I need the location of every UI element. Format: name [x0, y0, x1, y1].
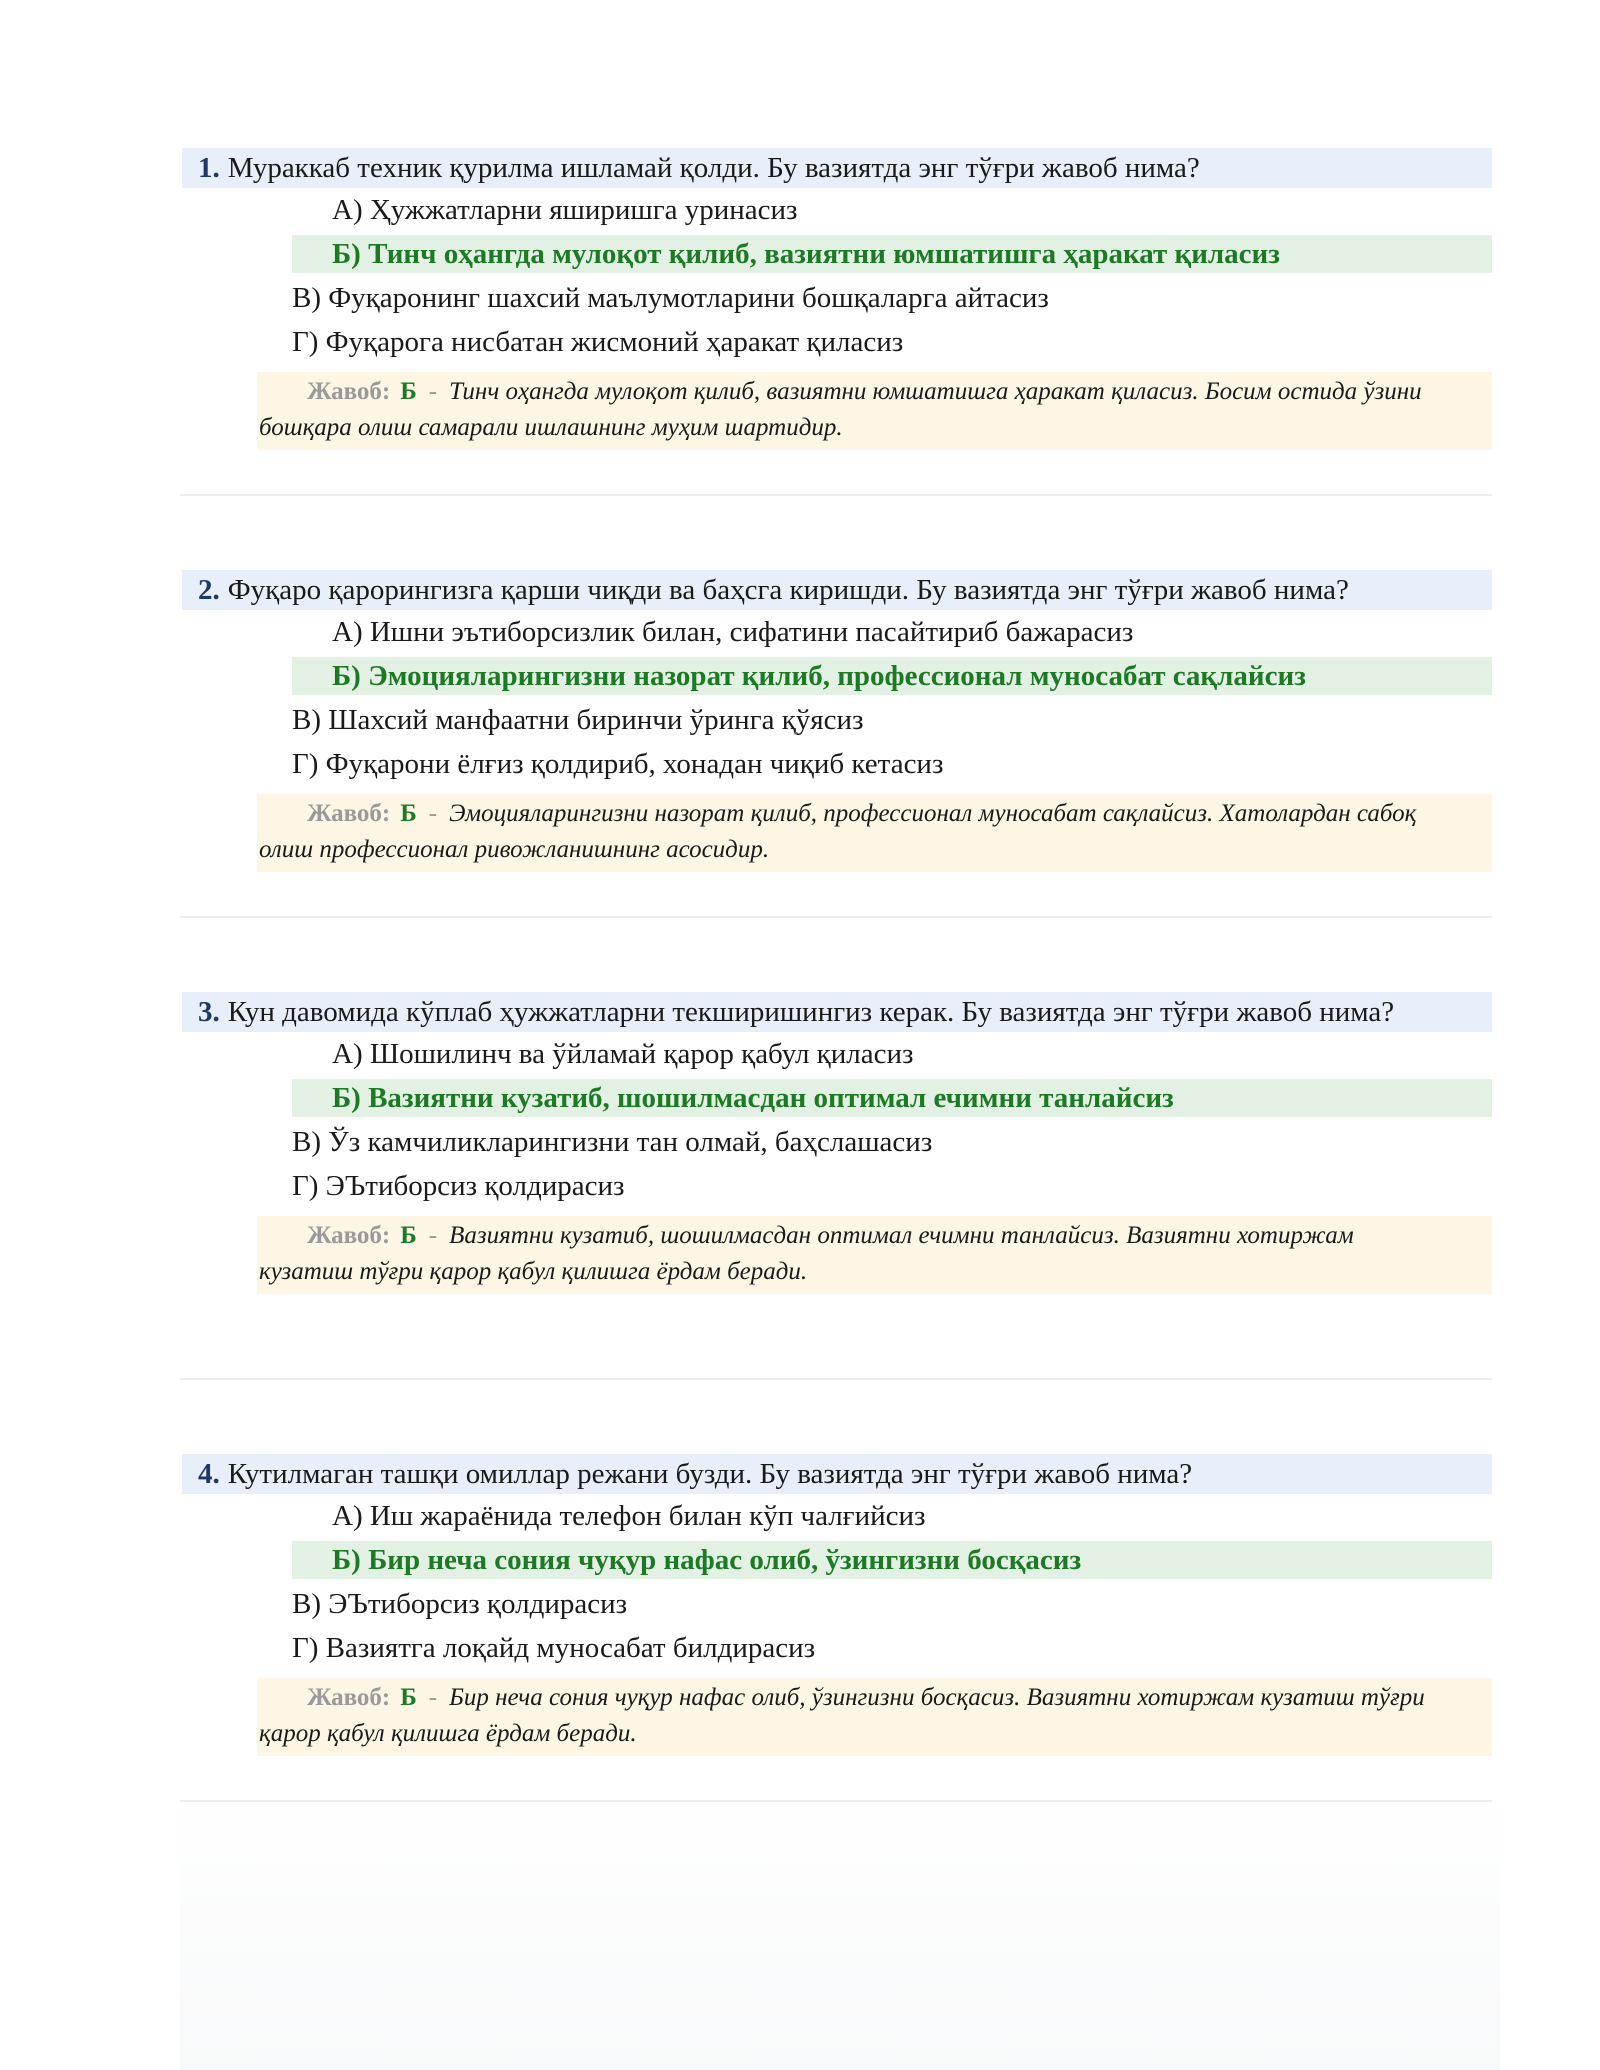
- answer-letter: Б: [400, 378, 417, 405]
- question-number: 3.: [198, 996, 220, 1028]
- answer-explanation: Бир неча сония чуқур нафас олиб, ўзингизни босқасиз. Вазиятни хотиржам кузатиш тўғри қарор қабул қилишга ёрдам беради.: [259, 1684, 1425, 1747]
- answer-dash: -: [428, 1222, 438, 1249]
- option-b-correct: Б) Бир неча сония чуқур нафас олиб, ўзингизни босқасиз: [292, 1541, 1492, 1579]
- answer-box: [257, 1216, 1492, 1294]
- answer-box: [257, 794, 1492, 872]
- answer-box: [257, 372, 1492, 450]
- answer-box: [257, 1678, 1492, 1756]
- answer-label: Жавоб:: [307, 1222, 391, 1249]
- answer-label: Жавоб:: [307, 800, 391, 827]
- option-v: В) Шахсий манфаатни биринчи ўринга қўясиз: [292, 704, 864, 736]
- divider: [180, 916, 1492, 918]
- answer-explanation: Вазиятни кузатиб, шошилмасдан оптимал ечимни танлайсиз. Вазиятни хотиржам кузатиш тўғри қарор қабул қилишга ёрдам беради.: [259, 1222, 1354, 1285]
- answer-letter: Б: [400, 1222, 417, 1249]
- answer-explanation: Тинч оҳангда мулоқот қилиб, вазиятни юмшатишга ҳаракат қиласиз. Босим остида ўзини бошқара олиш самарали ишлашнинг муҳим шартидир.: [259, 378, 1422, 441]
- answer-label: Жавоб:: [307, 1684, 391, 1711]
- question-header: [182, 570, 1492, 610]
- question-text: Фуқаро қарорингизга қарши чиқди ва баҳсга киришди. Бу вазиятда энг тўғри жавоб нима?: [227, 574, 1349, 606]
- option-a: А) Ишни эътиборсизлик билан, сифатини пасайтириб бажарасиз: [332, 616, 1134, 648]
- option-b-correct: Б) Вазиятни кузатиб, шошилмасдан оптимал ечимни танлайсиз: [292, 1079, 1492, 1117]
- option-a: А) Шошилинч ва ўйламай қарор қабул қиласиз: [332, 1038, 914, 1070]
- page-bottom-fade: [180, 1790, 1500, 2070]
- question-3: [182, 992, 1492, 1294]
- question-number: 1.: [198, 152, 220, 184]
- question-number: 4.: [198, 1458, 220, 1490]
- option-b-correct: Б) Эмоцияларингизни назорат қилиб, профессионал муносабат сақлайсиз: [292, 657, 1492, 695]
- question-header: [182, 148, 1492, 188]
- answer-dash: -: [428, 378, 438, 405]
- question-text: Мураккаб техник қурилма ишламай қолди. Бу вазиятда энг тўғри жавоб нима?: [227, 152, 1200, 184]
- question-header: [182, 1454, 1492, 1494]
- question-number: 2.: [198, 574, 220, 606]
- option-v: В) Ўз камчиликларингизни тан олмай, баҳслашасиз: [292, 1126, 933, 1158]
- answer-label: Жавоб:: [307, 378, 391, 405]
- question-text: Кун давомида кўплаб ҳужжатларни текширишингиз керак. Бу вазиятда энг тўғри жавоб нима?: [227, 996, 1395, 1028]
- option-a: А) Иш жараёнида телефон билан кўп чалғийсиз: [332, 1500, 926, 1532]
- divider: [180, 1800, 1492, 1802]
- option-g: Г) Фуқарога нисбатан жисмоний ҳаракат қиласиз: [292, 326, 904, 358]
- answer-explanation: Эмоцияларингизни назорат қилиб, профессионал муносабат сақлайсиз. Хатолардан сабоқ олиш профессионал ривожланишнинг асосидир.: [259, 800, 1417, 863]
- option-g: Г) ЭЪтиборсиз қолдирасиз: [292, 1170, 625, 1202]
- answer-dash: -: [428, 1684, 438, 1711]
- divider: [180, 494, 1492, 496]
- question-header: [182, 992, 1492, 1032]
- option-g: Г) Фуқарони ёлғиз қолдириб, хонадан чиқиб кетасиз: [292, 748, 944, 780]
- answer-letter: Б: [400, 800, 417, 827]
- question-text: Кутилмаган ташқи омиллар режани бузди. Бу вазиятда энг тўғри жавоб нима?: [227, 1458, 1193, 1490]
- answer-letter: Б: [400, 1684, 417, 1711]
- option-b-correct: Б) Тинч оҳангда мулоқот қилиб, вазиятни юмшатишга ҳаракат қиласиз: [292, 235, 1492, 273]
- option-v: В) Фуқаронинг шахсий маълумотларини бошқаларга айтасиз: [292, 282, 1049, 314]
- answer-dash: -: [428, 800, 438, 827]
- question-2: [182, 570, 1492, 872]
- divider: [180, 1378, 1492, 1380]
- question-1: [182, 148, 1492, 450]
- question-4: [182, 1454, 1492, 1756]
- option-a: А) Ҳужжатларни яширишга уринасиз: [332, 194, 798, 226]
- option-g: Г) Вазиятга лоқайд муносабат билдирасиз: [292, 1632, 816, 1664]
- option-v: В) ЭЪтиборсиз қолдирасиз: [292, 1588, 628, 1620]
